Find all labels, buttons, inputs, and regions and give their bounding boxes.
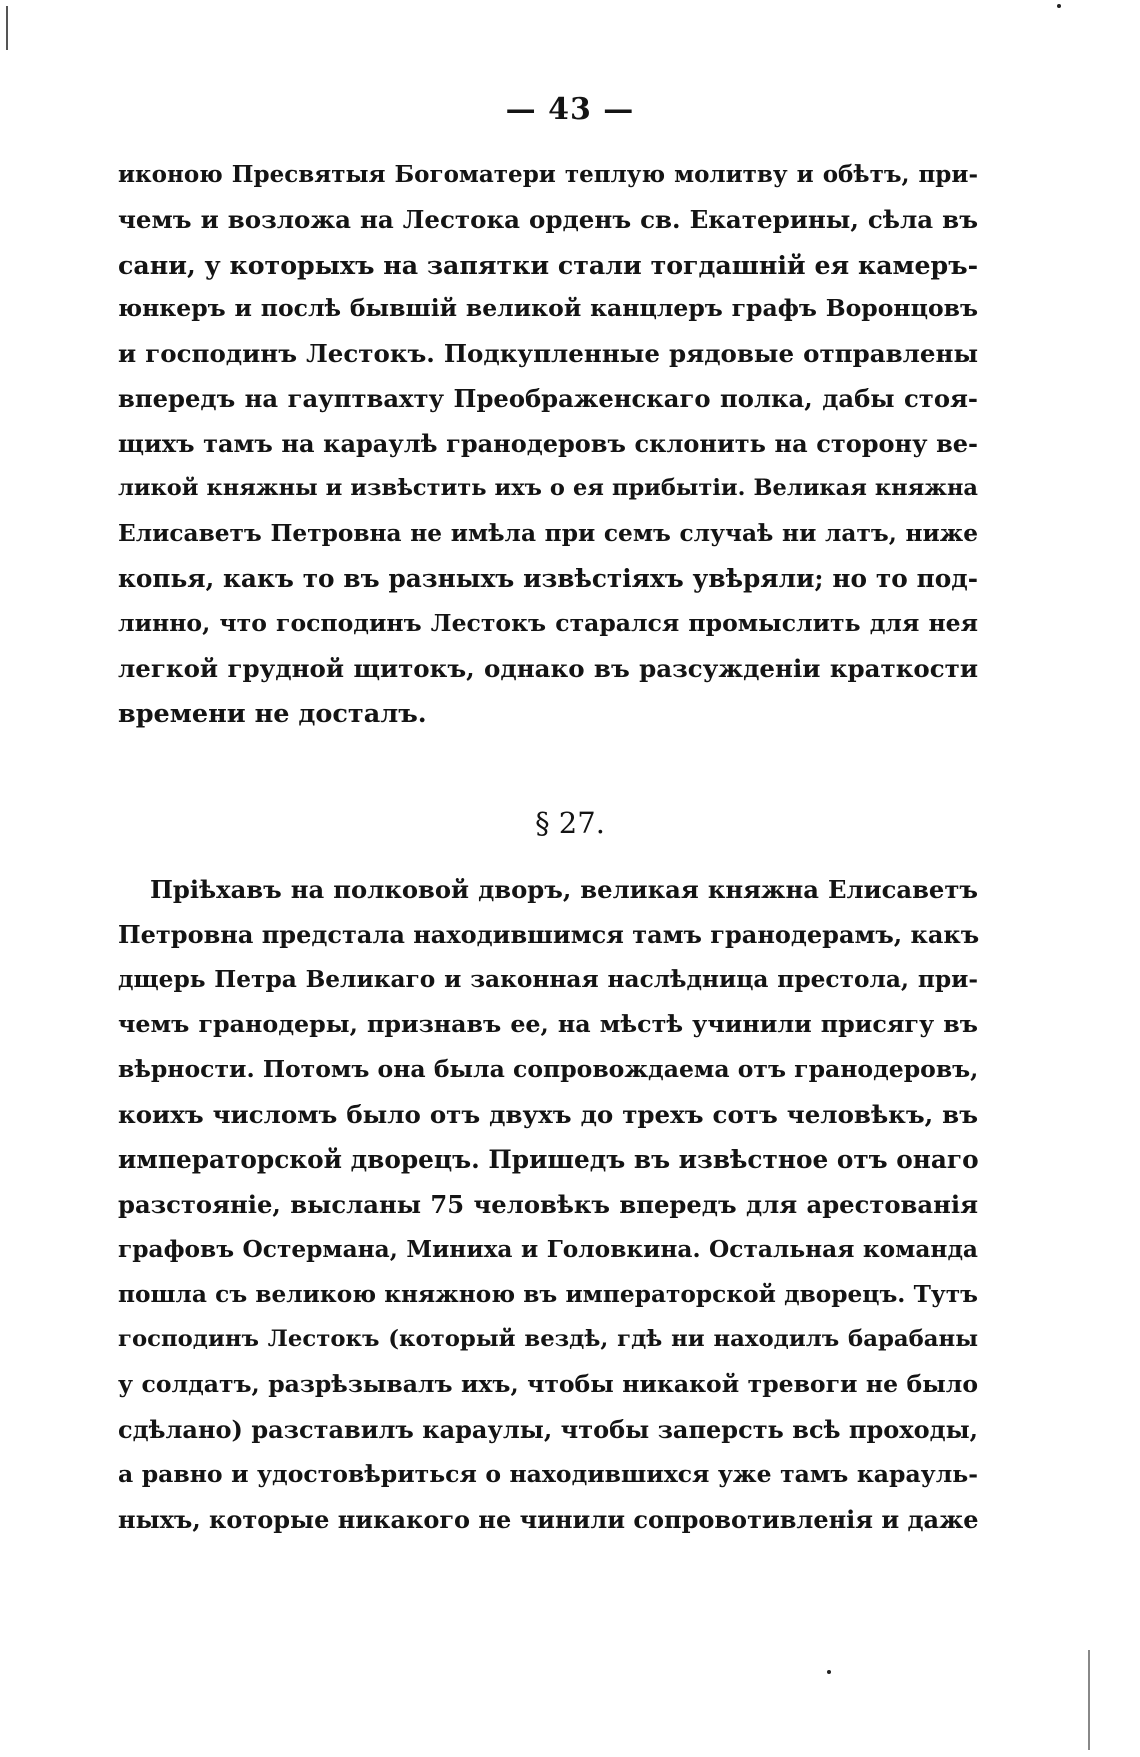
text-line: Петровна предстала находившимся тамъ гранодерамъ, какъ bbox=[118, 920, 980, 949]
text-line: времени не досталъ. bbox=[118, 699, 427, 729]
text-line: чемъ гранодеры, признавъ ее, на мѣстѣ учинили присягу въ bbox=[118, 1010, 978, 1038]
text-line: у солдатъ, разрѣзывалъ ихъ, чтобы никакой тревоги не было bbox=[118, 1370, 978, 1398]
text-line: и господинъ Лестокъ. Подкупленные рядовые отправлены bbox=[118, 339, 978, 368]
text-line: сдѣлано) разставилъ караулы, чтобы заперсть всѣ проходы, bbox=[118, 1415, 978, 1444]
text-line: щихъ тамъ на караулѣ гранодеровъ склонить на сторону ве- bbox=[118, 429, 978, 458]
scan-edge-mark bbox=[1088, 1650, 1090, 1750]
text-line: дщерь Петра Великаго и законная наслѣдница престола, при- bbox=[118, 966, 978, 993]
scan-speck bbox=[827, 1670, 831, 1674]
text-line: сани, у которыхъ на запятки стали тогдашнiй ея камеръ- bbox=[118, 250, 979, 280]
scan-speck bbox=[1057, 4, 1061, 8]
text-line: линно, что господинъ Лестокъ старался промыслить для нея bbox=[118, 609, 978, 637]
text-line: впередъ на гауптвахту Преображенскаго полка, дабы стоя- bbox=[118, 384, 978, 413]
scan-edge-mark bbox=[6, 6, 8, 50]
text-line: господинъ Лестокъ (который вездѣ, гдѣ ни находилъ барабаны bbox=[118, 1326, 978, 1352]
text-line: пошла съ великою княжною въ императорской дворецъ. Тутъ bbox=[118, 1281, 978, 1308]
text-line: ликой княжны и извѣстить ихъ о ея прибытiи. Великая княжна bbox=[118, 475, 978, 501]
text-line: копья, какъ то въ разныхъ извѣстiяхъ увѣряли; но то под- bbox=[118, 564, 978, 593]
text-line: императорской дворецъ. Пришедъ въ извѣстное отъ онаго bbox=[118, 1145, 979, 1174]
text-line: чемъ и возложа на Лестока орденъ св. Екатерины, сѣла въ bbox=[118, 205, 978, 234]
text-line: разстоянiе, высланы 75 человѣкъ впередъ для арестованiя bbox=[118, 1190, 978, 1219]
section-heading: § 27. bbox=[535, 806, 605, 840]
text-line: коихъ числомъ было отъ двухъ до трехъ сотъ человѣкъ, въ bbox=[118, 1100, 978, 1129]
text-line: легкой грудной щитокъ, однако въ разсужденiи краткости bbox=[118, 654, 978, 683]
text-line: графовъ Остермана, Миниха и Головкина. Остальная команда bbox=[118, 1236, 978, 1263]
text-line: Прiѣхавъ на полковой дворъ, великая княжна Елисаветъ bbox=[150, 875, 978, 904]
text-line: ныхъ, которые никакого не чинили сопровотивленiя и даже bbox=[118, 1505, 979, 1534]
page-number: — 43 — bbox=[505, 92, 635, 127]
text-line: Елисаветъ Петровна не имѣла при семъ случаѣ ни латъ, ниже bbox=[118, 520, 978, 547]
text-line: юнкеръ и послѣ бывшiй великой канцлеръ графъ Воронцовъ bbox=[118, 294, 978, 322]
text-line: иконою Пресвятыя Богоматери теплую молитву и обѣтъ, при- bbox=[118, 161, 978, 188]
text-line: вѣрности. Потомъ она была сопровождаема отъ гранодеровъ, bbox=[118, 1055, 979, 1083]
text-line: а равно и удостовѣриться о находившихся уже тамъ карауль- bbox=[118, 1460, 978, 1488]
